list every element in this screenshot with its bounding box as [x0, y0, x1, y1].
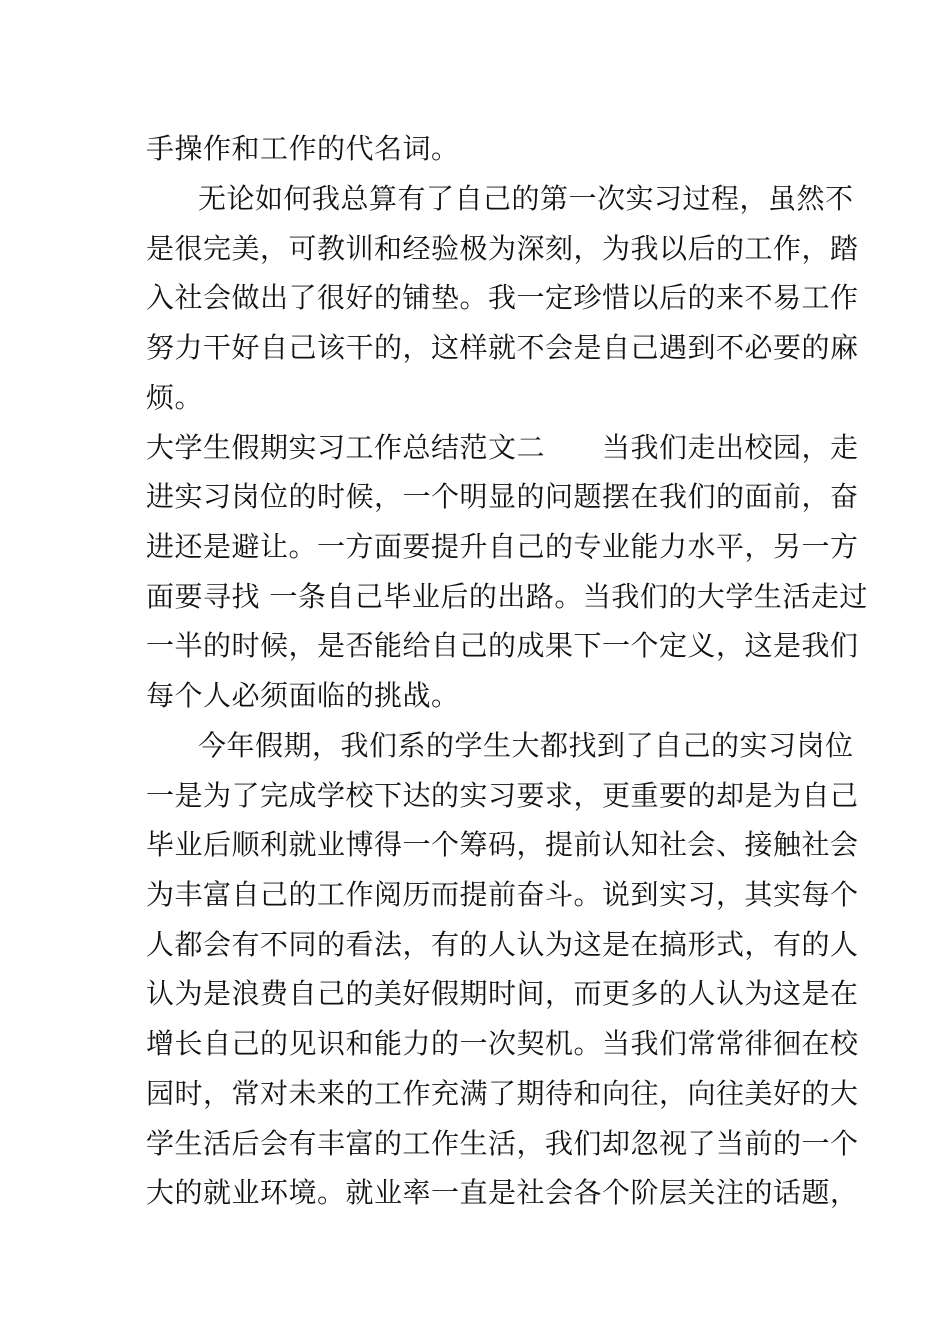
text-line: 一半的时候，是否能给自己的成果下一个定义，这是我们 — [146, 629, 859, 662]
text-line: 入社会做出了很好的铺垫。我一定珍惜以后的来不易工作 — [146, 281, 859, 314]
text-line: 园时，常对未来的工作充满了期待和向往，向往美好的大 — [146, 1077, 859, 1110]
text-line: 学生活后会有丰富的工作生活，我们却忽视了当前的一个 — [146, 1127, 859, 1160]
text-line: 毕业后顺利就业博得一个筹码，提前认知社会、接触社会 — [146, 828, 859, 861]
text-line: 努力干好自己该干的，这样就不会是自己遇到不必要的麻 — [146, 331, 859, 364]
text-line: 每个人必须面临的挑战。 — [146, 679, 460, 712]
text-line: 一是为了完成学校下达的实习要求，更重要的却是为自己 — [146, 779, 859, 812]
text-line: 手操作和工作的代名词。 — [146, 132, 460, 165]
text-line: 是很完美，可教训和经验极为深刻，为我以后的工作，踏 — [146, 232, 859, 265]
text-line: 为丰富自己的工作阅历而提前奋斗。说到实习，其实每个 — [146, 878, 859, 911]
text-line: 增长自己的见识和能力的一次契机。当我们常常徘徊在校 — [146, 1027, 859, 1060]
text-line: 进实习岗位的时候，一个明显的问题摆在我们的面前，奋 — [146, 480, 859, 513]
text-line: 大的就业环境。就业率一直是社会各个阶层关注的话题， — [146, 1176, 859, 1209]
text-line: 进还是避让。一方面要提升自己的专业能力水平，另一方 — [146, 530, 859, 563]
text-line: 面要寻找 一条自己毕业后的出路。当我们的大学生活走过 — [146, 580, 868, 613]
paragraph-first-line: 无论如何我总算有了自己的第一次实习过程，虽然不 — [198, 182, 854, 215]
paragraph-first-line: 今年假期，我们系的学生大都找到了自己的实习岗位 — [198, 729, 854, 762]
section-heading-line: 大学生假期实习工作总结范文二 当我们走出校园，走 — [146, 431, 859, 464]
text-line: 认为是浪费自己的美好假期时间，而更多的人认为这是在 — [146, 977, 859, 1010]
text-line: 人都会有不同的看法，有的人认为这是在搞形式，有的人 — [146, 928, 859, 961]
text-line: 烦。 — [146, 381, 204, 414]
